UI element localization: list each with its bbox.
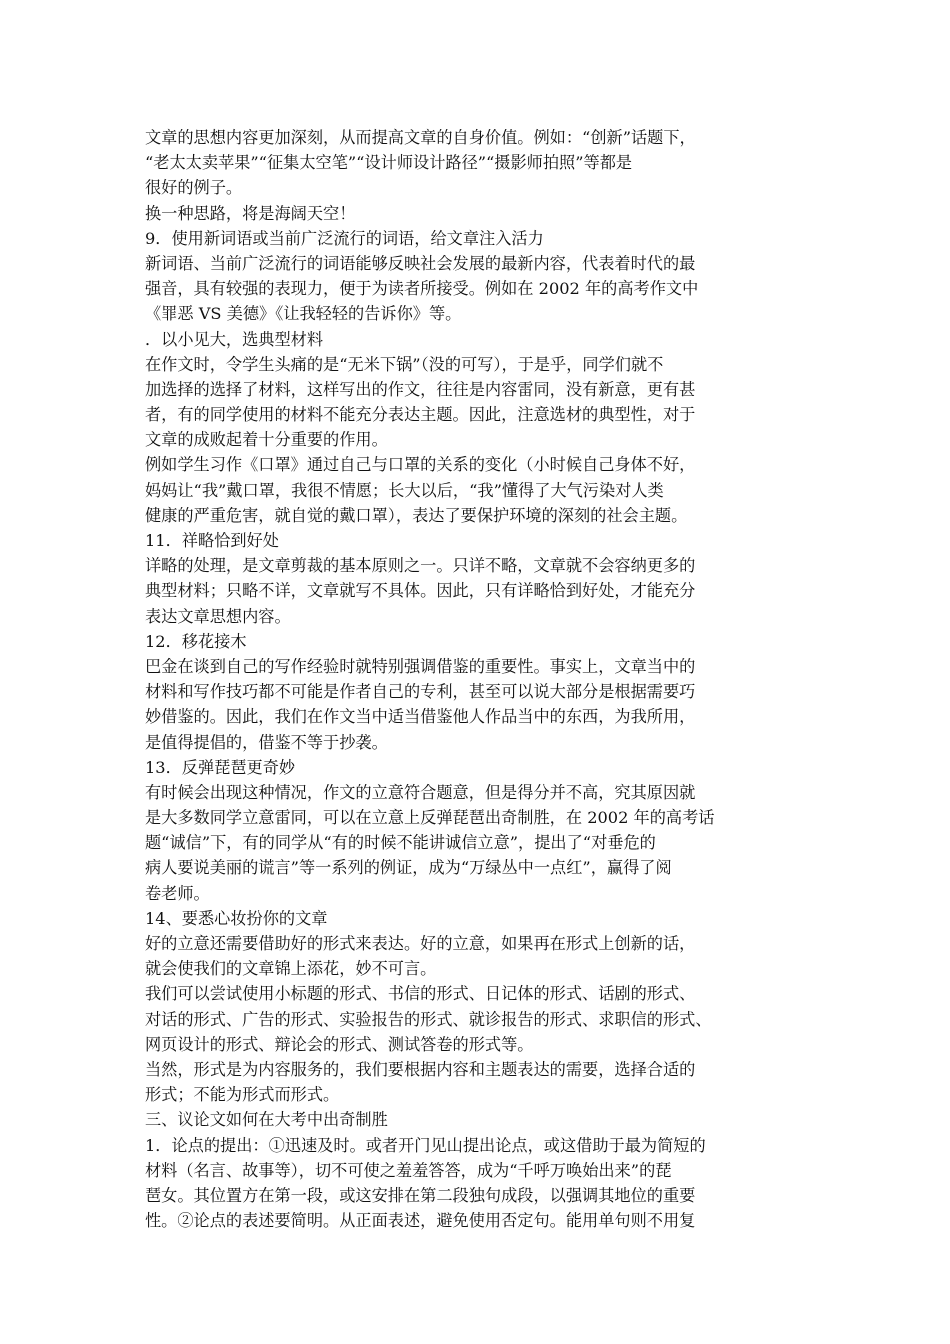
text-line-1: 文章的思想内容更加深刻，从而提高文章的自身价值。例如：“创新”话题下，	[145, 128, 696, 147]
text-line-16: 健康的严重危害，就自觉的戴口罩），表达了要保护环境的深刻的社会主题。	[145, 505, 688, 525]
text-line-18: 详略的处理，是文章剪裁的基本原则之一。只详不略，文章就不会容纳更多的	[145, 556, 696, 576]
text-line-6: 新词语、当前广泛流行的词语能够反映社会发展的最新内容，代表着时代的最	[145, 253, 696, 273]
text-line-34: 就会使我们的文章锦上添花，妙不可言。	[145, 959, 437, 979]
section-heading-13: 13．反弹琵琶更奇妙	[145, 757, 296, 777]
text-line-41: 1．论点的提出：①迅速及时。或者开门见山提出论点，或这借助于最为简短的	[145, 1135, 706, 1155]
text-line-24: 妙借鉴的。因此，我们在作文当中适当借鉴他人作品当中的东西，为我所用，	[145, 707, 696, 727]
text-line-33: 好的立意还需要借助好的形式来表达。好的立意，如果再在形式上创新的话，	[145, 934, 696, 953]
text-line-12: 者，有的同学使用的材料不能充分表达主题。因此，注意选材的典型性，对于	[145, 405, 696, 425]
text-line-44: 性。②论点的表述要简明。从正面表述，避免使用否定句。能用单句则不用复	[145, 1211, 696, 1231]
text-line-35: 我们可以尝试使用小标题的形式、书信的形式、日记体的形式、话剧的形式、	[145, 984, 696, 1004]
text-line-31: 卷老师。	[145, 883, 210, 903]
text-line-43: 琶女。其位置方在第一段，或这安排在第二段独句成段，以强调其地位的重要	[145, 1185, 696, 1205]
text-line-36: 对话的形式、广告的形式、实验报告的形式、就诊报告的形式、求职信的形式、	[145, 1009, 712, 1029]
text-line-30: 病人要说美丽的谎言”等一系列的例证，成为“万绿丛中一点红”，赢得了阅	[145, 858, 672, 878]
section-heading-14: 14、要悉心妆扮你的文章	[145, 908, 328, 928]
text-line-39: 形式；不能为形式而形式。	[145, 1085, 340, 1105]
text-line-27: 有时候会出现这种情况，作文的立意符合题意，但是得分并不高，究其原因就	[145, 782, 696, 802]
text-line-37: 网页设计的形式、辩论会的形式、测试答卷的形式等。	[145, 1034, 534, 1054]
section-heading-12: 12．移花接木	[145, 631, 247, 651]
document-page	[145, 125, 820, 1233]
text-line-42: 材料（名言、故事等），切不可使之羞羞答答，成为“千呼万唤始出来”的琵	[145, 1160, 672, 1180]
text-line-15: 妈妈让“我”戴口罩，我很不情愿；长大以后，“我”懂得了大气污染对人类	[145, 480, 664, 500]
text-line-20: 表达文章思想内容。	[145, 606, 291, 626]
section-heading-11: 11．祥略恰到好处	[145, 531, 279, 550]
text-line-14: 例如学生习作《口罩》通过自己与口罩的关系的变化（小时候自己身体不好，	[145, 455, 696, 475]
text-line-7: 强音，具有较强的表现力，便于为读者所接受。例如在 2002 年的高考作文中	[145, 279, 699, 299]
text-line-28: 是大多数同学立意雷同，可以在立意上反弹琵琶出奇制胜，在 2002 年的高考话	[145, 808, 715, 828]
text-line-38: 当然，形式是为内容服务的，我们要根据内容和主题表达的需要，选择合适的	[145, 1059, 696, 1079]
chapter-heading-3: 三、议论文如何在大考中出奇制胜	[145, 1110, 388, 1130]
text-line-29: 题“诚信”下，有的同学从“有的时候不能讲诚信立意”，提出了“对垂危的	[145, 833, 656, 853]
text-line-22: 巴金在谈到自己的写作经验时就特别强调借鉴的重要性。事实上，文章当中的	[145, 656, 696, 676]
text-line-4: 换一种思路，将是海阔天空！	[145, 203, 356, 223]
text-line-13: 文章的成败起着十分重要的作用。	[145, 430, 388, 450]
section-heading-9: 9．使用新词语或当前广泛流行的词语，给文章注入活力	[145, 228, 544, 248]
text-line-23: 材料和写作技巧都不可能是作者自己的专利，甚至可以说大部分是根据需要巧	[145, 682, 696, 702]
text-line-2: “老太太卖苹果”“征集太空笔”“设计师设计路径”“摄影师拍照”等都是	[145, 153, 633, 173]
text-line-25: 是值得提倡的，借鉴不等于抄袭。	[145, 732, 388, 752]
text-line-10: 在作文时，令学生头痛的是“无米下锅”（没的可写），于是乎，同学们就不	[145, 354, 664, 374]
text-line-19: 典型材料；只略不详，文章就写不具体。因此，只有详略恰到好处，才能充分	[145, 581, 696, 601]
section-heading-10: ．以小见大，选典型材料	[145, 329, 324, 349]
text-line-8: 《罪恶 VS 美德》《让我轻轻的告诉你》等。	[145, 304, 462, 324]
text-line-11: 加选择的选择了材料，这样写出的作文，往往是内容雷同，没有新意，更有甚	[145, 379, 696, 399]
text-line-3: 很好的例子。	[145, 178, 243, 198]
